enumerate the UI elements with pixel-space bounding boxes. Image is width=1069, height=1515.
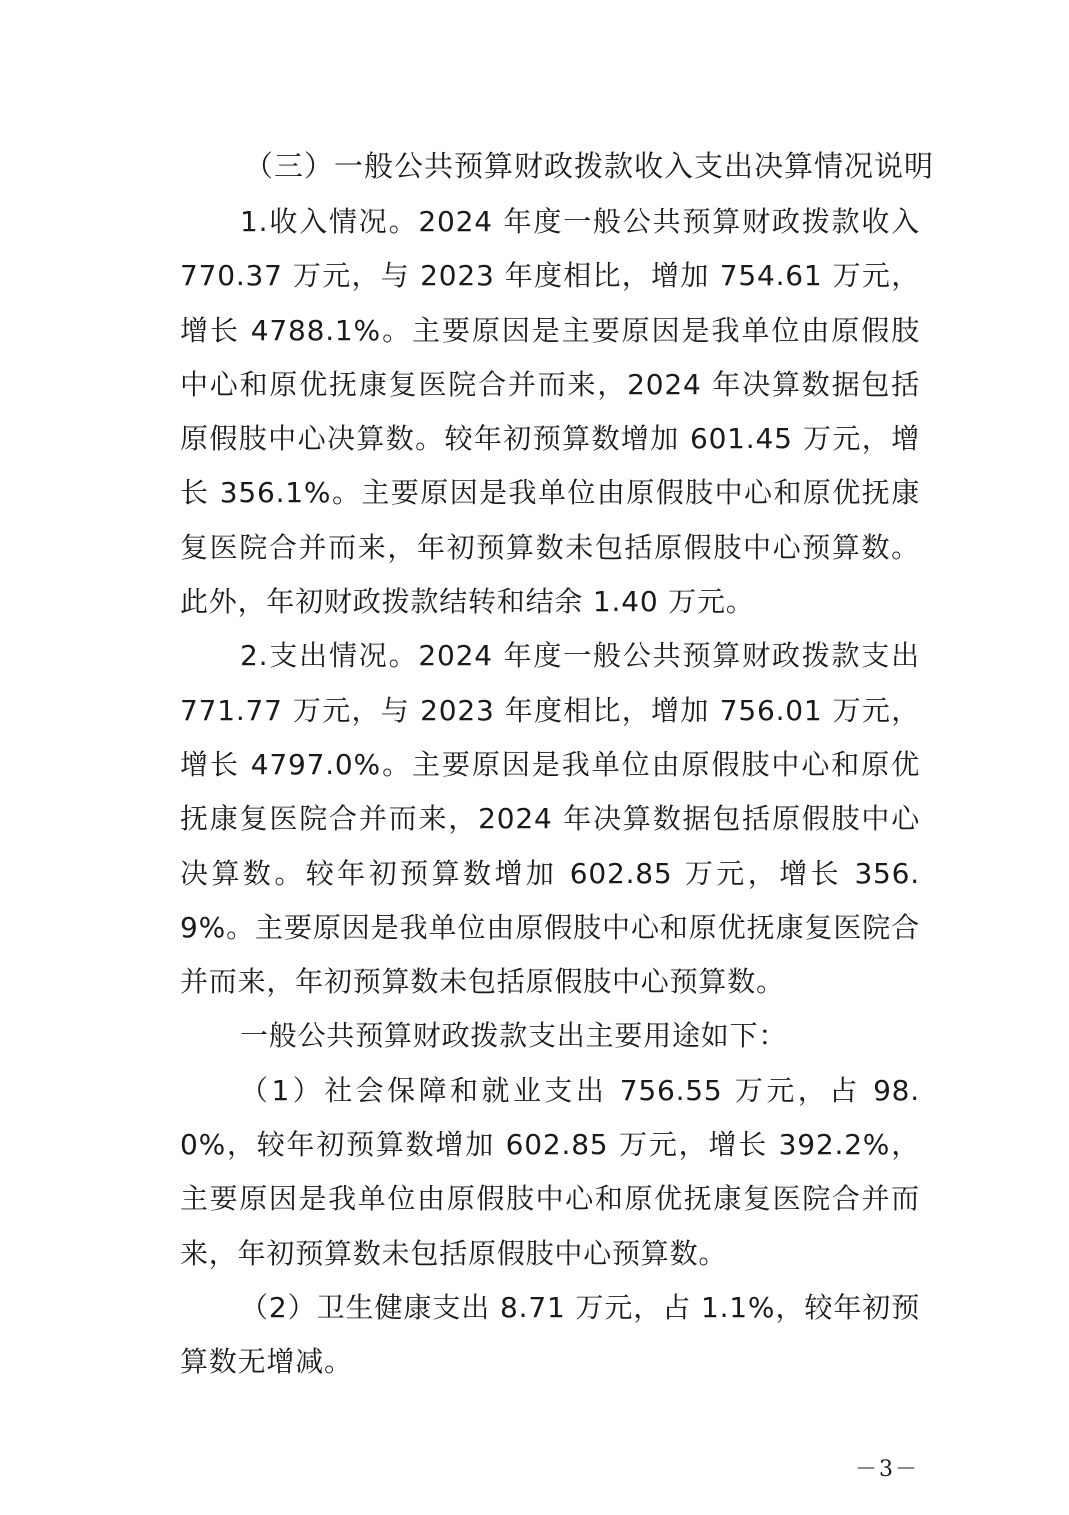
paragraph-uses-intro: 一般公共预算财政拨款支出主要用途如下： bbox=[240, 1019, 788, 1053]
document-page bbox=[180, 138, 935, 1390]
paragraph-expenditure: 2.支出情况。2024 年度一般公共预算财政拨款支出 771.77 万元，与 2023 年度相比，增加 756.01 万元，增长 4797.0%。主要原因是我单位由原假肢中心和原优抚康复医院合并而来，2024 年决算数据包括原假肢中心决算数。较年初预算数增加 602.85 万元，增长 356.9%。主要原因是我单位由原假肢中心和原优抚康复医院合并而来，年初预算数未包括原假肢中心预算数。 bbox=[180, 639, 920, 999]
section-heading: （三）一般公共预算财政拨款收入支出决算情况说明 bbox=[244, 149, 935, 183]
paragraph-income: 1.收入情况。2024 年度一般公共预算财政拨款收入 770.37 万元，与 2023 年度相比，增加 754.61 万元，增长 4788.1%。主要原因是主要原因是我单位由原假肢中心和原优抚康复医院合并而来，2024 年决算数据包括原假肢中心决算数。较年初预算数增加 601.45 万元，增长 356.1%。主要原因是我单位由原假肢中心和原优抚康复医院合并而来，年初预算数未包括原假肢中心预算数。此外，年初财政拨款结转和结余 1.40 万元。 bbox=[180, 205, 920, 619]
page-number: －3－ bbox=[855, 1457, 919, 1482]
paragraph-social-security: （1）社会保障和就业支出 756.55 万元，占 98.0%，较年初预算数增加 602.85 万元，增长 392.2%，主要原因是我单位由原假肢中心和原优抚康复医院合并而来，年初预算数未包括原假肢中心预算数。 bbox=[180, 1073, 920, 1270]
paragraph-health: （2）卫生健康支出 8.71 万元，占 1.1%，较年初预算数无增减。 bbox=[180, 1290, 920, 1379]
